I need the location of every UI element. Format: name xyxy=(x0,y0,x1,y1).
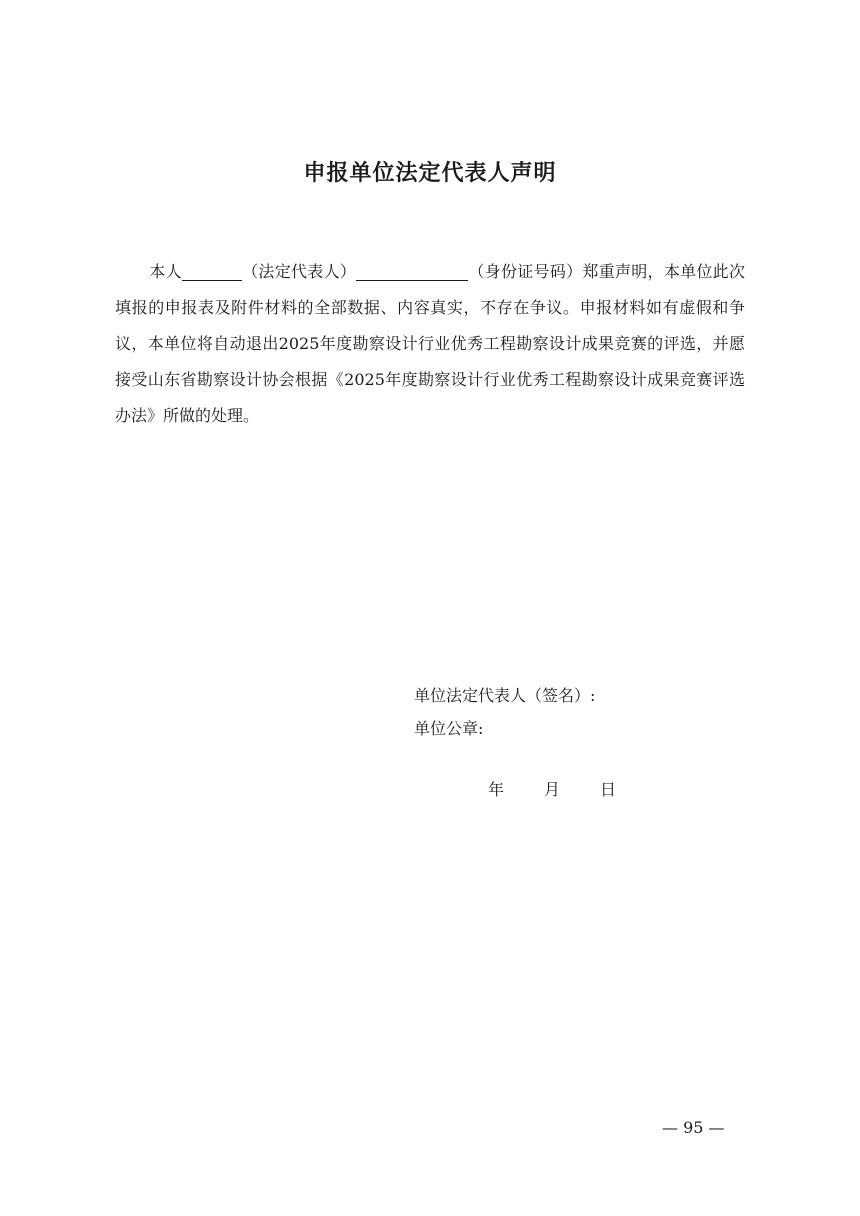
page-number: — 95 — xyxy=(662,1118,725,1137)
date-day-label: 日 xyxy=(600,780,617,799)
name-blank-line[interactable] xyxy=(182,262,242,281)
declaration-paragraph xyxy=(115,254,745,434)
statement-body: （身份证号码）郑重声明，本单位此次填报的申报表及附件材料的全部数据、内容真实，不存在争议。申报材料如有虚假和争议，本单位将自动退出2025年度勘察设计行业优秀工程勘察设计成果竞赛的评选，并愿接受山东省勘察设计协会根据《2025年度勘察设计行业优秀工程勘察设计成果竞赛评选办法》所做的处理。 xyxy=(115,262,745,425)
date-line xyxy=(488,776,616,804)
statement-role: （法定代表人） xyxy=(241,262,357,281)
representative-signature-label: 单位法定代表人（签名）: xyxy=(414,686,596,705)
unit-seal-label: 单位公章: xyxy=(414,719,484,738)
date-year-label: 年 xyxy=(488,780,505,799)
date-month-label: 月 xyxy=(544,780,561,799)
document-title: 申报单位法定代表人声明 xyxy=(303,161,557,186)
id-number-blank-line[interactable] xyxy=(356,262,468,281)
statement-lead: 本人 xyxy=(149,262,182,281)
